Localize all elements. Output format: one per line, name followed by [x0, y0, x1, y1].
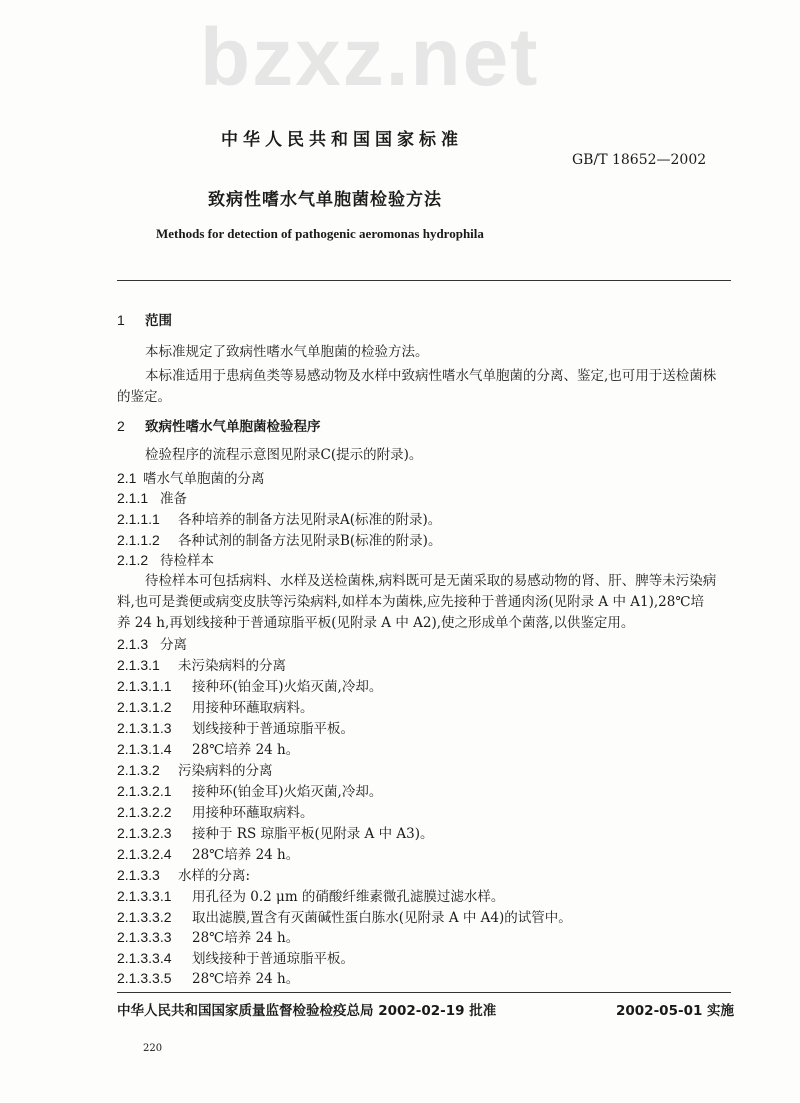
clause-text: 接种环(铂金耳)火焰灭菌,冷却。 [192, 784, 383, 800]
clause-line [117, 968, 299, 988]
clause-text: 嗜水气单胞菌的分离 [143, 471, 265, 487]
clause-line [117, 509, 441, 529]
clause-number: 2.1.1.1 [117, 511, 160, 527]
page-number: 220 [143, 1043, 163, 1054]
section-1-heading [117, 310, 172, 330]
clause-text: 准备 [160, 491, 187, 507]
clause-line [117, 634, 187, 654]
clause-number: 2.1.3.1.4 [117, 741, 172, 757]
clause-number: 2.1.3.1 [117, 657, 160, 673]
clause-number: 2.1.3 [117, 636, 149, 652]
clause-text: 用接种环蘸取病料。 [192, 700, 314, 716]
clause-text: 分离 [160, 637, 187, 653]
clause-text: 28℃培养 24 h。 [192, 930, 300, 946]
document-title-en: Methods for detection of pathogenic aeromonas hydrophila [156, 226, 484, 241]
standard-code: GB/T 18652—2002 [572, 152, 707, 168]
clause-line [117, 927, 299, 947]
clause-text: 用孔径为 0.2 μm 的硝酸纤维素微孔滤膜过滤水样。 [192, 889, 505, 905]
clause-number: 2.1.2 [117, 552, 149, 568]
clause-text: 划线接种于普通琼脂平板。 [192, 951, 354, 967]
clause-text: 用接种环蘸取病料。 [192, 805, 314, 821]
clause-line [117, 550, 214, 570]
paragraph: 待检样本可包括病料、水样及送检菌株,病料既可是无菌采取的易感动物的肾、肝、脾等未污染病 [145, 573, 717, 589]
clause-line [117, 718, 354, 738]
clause-line [117, 844, 299, 864]
clause-text: 待检样本 [160, 553, 214, 569]
footer-divider [117, 992, 731, 993]
clause-text: 各种培养的制备方法见附录A(标准的附录)。 [178, 512, 442, 528]
paragraph: 本标准规定了致病性嗜水气单胞菌的检验方法。 [145, 344, 429, 360]
clause-number: 2.1.3.2 [117, 762, 160, 778]
section-number: 2 [117, 418, 125, 434]
clause-text: 28℃培养 24 h。 [192, 847, 300, 863]
clause-line [117, 697, 314, 717]
paragraph: 的鉴定。 [117, 389, 171, 405]
clause-line [117, 907, 572, 927]
clause-number: 2.1.3.3.5 [117, 970, 172, 986]
section-2-heading [117, 416, 321, 436]
approval-info: 中华人民共和国国家质量监督检验检疫总局 2002-02-19 批准 [117, 1003, 497, 1019]
clause-text: 取出滤膜,置含有灭菌碱性蛋白胨水(见附录 A 中 A4)的试管中。 [192, 910, 572, 926]
clause-text: 接种于 RS 琼脂平板(见附录 A 中 A3)。 [192, 826, 434, 842]
clause-number: 2.1.1.2 [117, 532, 160, 548]
clause-number: 2.1.3.2.1 [117, 783, 172, 799]
clause-line [117, 488, 187, 508]
clause-line [117, 739, 299, 759]
clause-number: 2.1.3.2.3 [117, 825, 172, 841]
clause-number: 2.1 [117, 470, 137, 486]
paragraph: 检验程序的流程示意图见附录C(提示的附录)。 [145, 447, 423, 463]
clause-text: 接种环(铂金耳)火焰灭菌,冷却。 [192, 679, 383, 695]
clause-number: 2.1.1 [117, 490, 149, 506]
clause-line [117, 530, 441, 550]
clause-line [117, 865, 250, 885]
clause-text: 28℃培养 24 h。 [192, 971, 300, 987]
clause-text: 水样的分离: [178, 868, 251, 884]
clause-line [117, 802, 314, 822]
clause-number: 2.1.3.3.2 [117, 909, 172, 925]
clause-number: 2.1.3.3.1 [117, 888, 172, 904]
clause-number: 2.1.3.3.4 [117, 950, 172, 966]
clause-number: 2.1.3.3.3 [117, 929, 172, 945]
paragraph: 本标准适用于患病鱼类等易感动物及水样中致病性嗜水气单胞菌的分离、鉴定,也可用于送检菌株 [145, 368, 717, 384]
national-standard-heading: 中华人民共和国国家标准 [221, 130, 463, 150]
clause-number: 2.1.3.1.3 [117, 720, 172, 736]
clause-line [117, 948, 354, 968]
clause-text: 划线接种于普通琼脂平板。 [192, 721, 354, 737]
clause-line [117, 823, 434, 843]
clause-line [117, 676, 382, 696]
clause-number: 2.1.3.3 [117, 867, 160, 883]
clause-line [117, 760, 273, 780]
header-divider [117, 280, 731, 281]
clause-line [117, 781, 382, 801]
paragraph: 养 24 h,再划线接种于普通琼脂平板(见附录 A 中 A2),使之形成单个菌落,以供鉴定用。 [117, 615, 635, 631]
clause-line [117, 655, 286, 675]
implementation-date: 2002-05-01 实施 [616, 1003, 735, 1019]
clause-text: 污染病料的分离 [178, 763, 273, 779]
clause-number: 2.1.3.1.1 [117, 678, 172, 694]
clause-number: 2.1.3.2.2 [117, 804, 172, 820]
clause-text: 28℃培养 24 h。 [192, 742, 300, 758]
document-title-cn: 致病性嗜水气单胞菌检验方法 [208, 190, 442, 210]
paragraph: 料,也可是粪便或病变皮肤等污染病料,如样本为菌株,应先接种于普通肉汤(见附录 A 中 A1),28℃培 [117, 594, 704, 610]
section-title: 致病性嗜水气单胞菌检验程序 [145, 419, 321, 435]
clause-line [117, 468, 265, 488]
section-title: 范围 [145, 313, 172, 329]
section-number: 1 [117, 312, 125, 328]
clause-line [117, 886, 504, 906]
clause-text: 未污染病料的分离 [178, 658, 286, 674]
clause-number: 2.1.3.2.4 [117, 846, 172, 862]
watermark: bzxz.net [200, 12, 540, 103]
clause-text: 各种试剂的制备方法见附录B(标准的附录)。 [178, 533, 442, 549]
clause-number: 2.1.3.1.2 [117, 699, 172, 715]
